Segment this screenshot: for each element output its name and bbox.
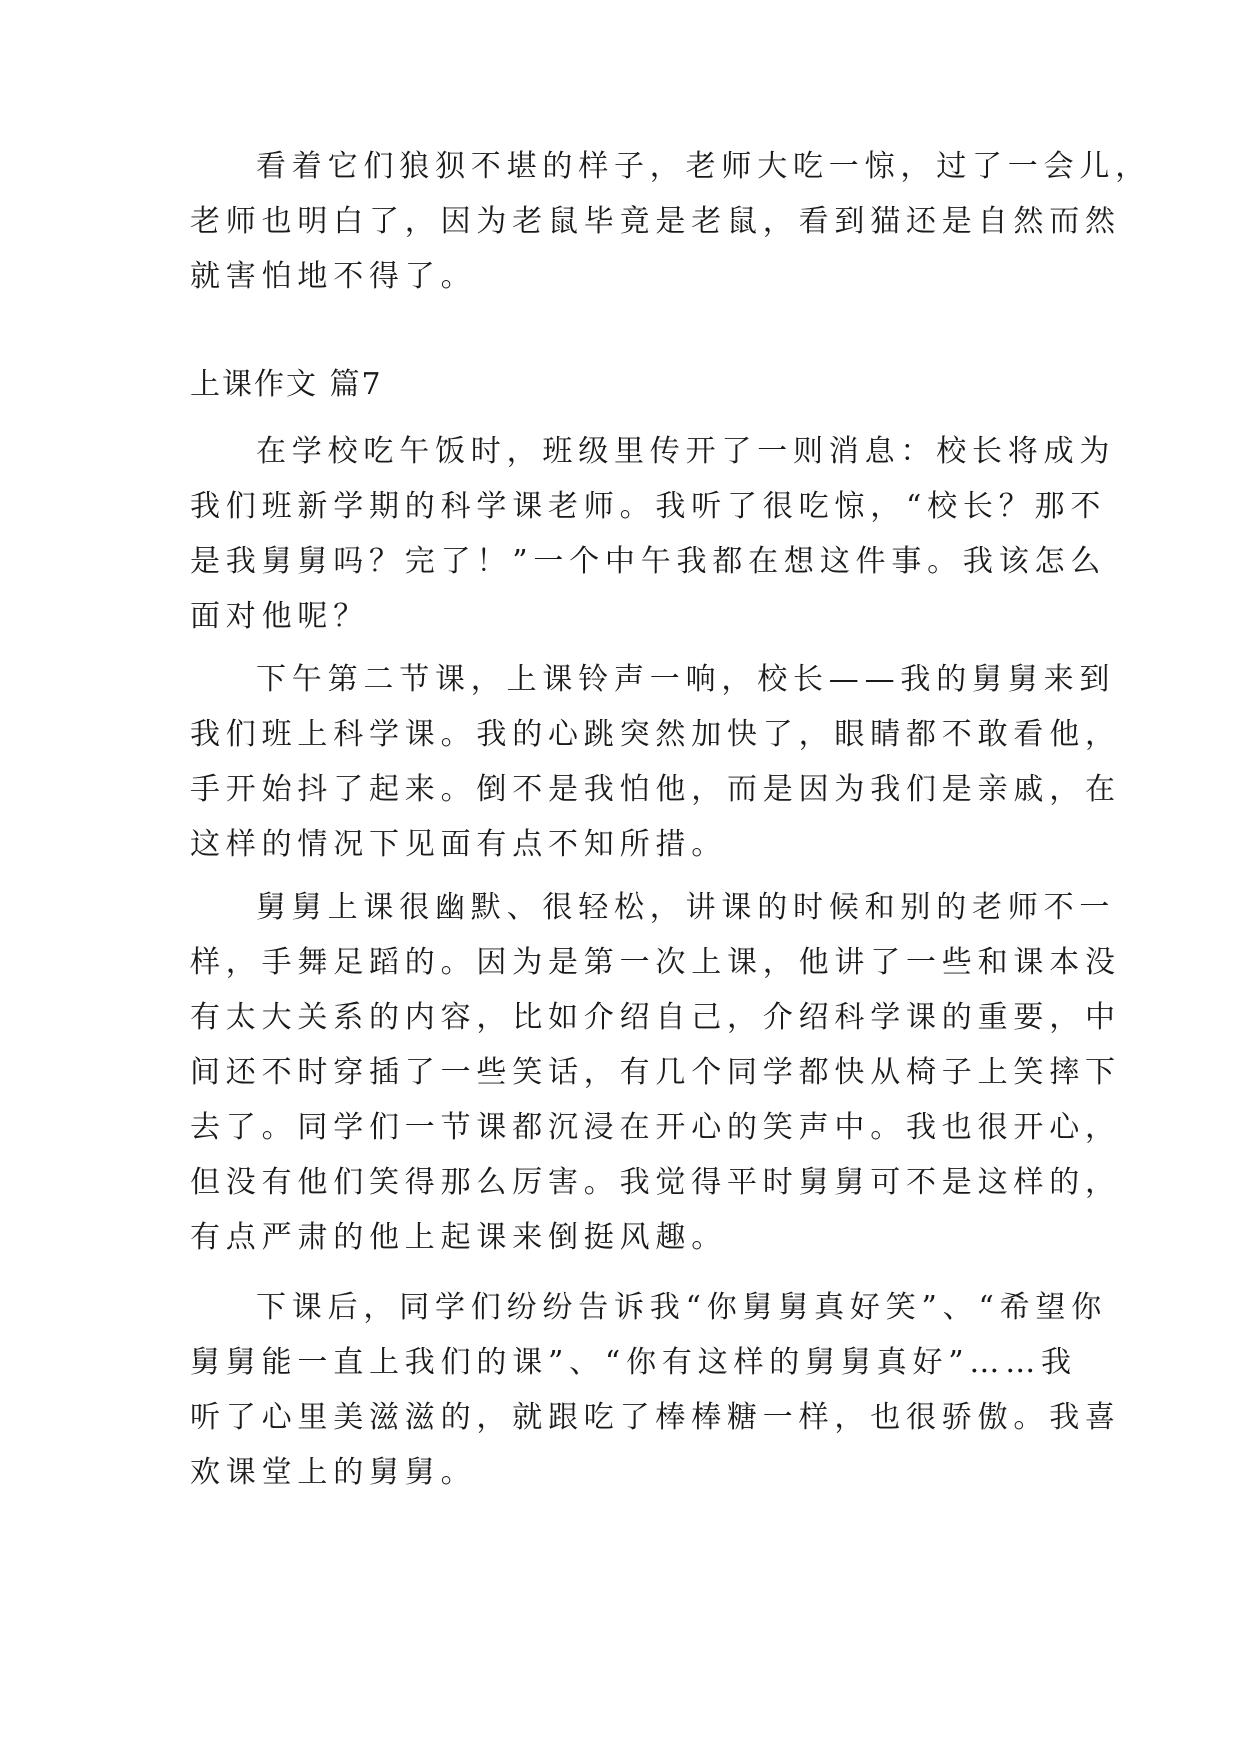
text-line: 舅舅上课很幽默、很轻松，讲课的时候和别的老师不一 bbox=[256, 890, 1116, 925]
text-line: 舅舅能一直上我们的课”、“你有这样的舅舅真好”……我 bbox=[190, 1345, 1077, 1380]
text-line: 样，手舞足蹈的。因为是第一次上课，他讲了一些和课本没 bbox=[190, 945, 1121, 980]
essay-title: 上课作文 篇7 bbox=[190, 367, 383, 402]
text-line: 在学校吃午饭时，班级里传开了一则消息：校长将成为 bbox=[256, 434, 1116, 469]
text-line: 这样的情况下见面有点不知所措。 bbox=[190, 827, 727, 862]
text-line: 就害怕地不得了。 bbox=[190, 259, 477, 294]
text-line: 老师也明白了，因为老鼠毕竟是老鼠，看到猫还是自然而然 bbox=[190, 204, 1121, 239]
text-line: 手开始抖了起来。倒不是我怕他，而是因为我们是亲戚，在 bbox=[190, 772, 1121, 807]
text-line: 但没有他们笑得那么厉害。我觉得平时舅舅可不是这样的， bbox=[190, 1165, 1121, 1200]
text-line: 我们班新学期的科学课老师。我听了很吃惊，“校长？那不 bbox=[190, 489, 1107, 524]
text-line: 下午第二节课，上课铃声一响，校长——我的舅舅来到 bbox=[256, 662, 1116, 697]
text-line: 有点严肃的他上起课来倒挺风趣。 bbox=[190, 1220, 727, 1255]
text-line: 听了心里美滋滋的，就跟吃了棒棒糖一样，也很骄傲。我喜 bbox=[190, 1400, 1121, 1435]
text-line: 下课后，同学们纷纷告诉我“你舅舅真好笑”、“希望你 bbox=[256, 1290, 1108, 1325]
text-line: 间还不时穿插了一些笑话，有几个同学都快从椅子上笑摔下 bbox=[190, 1055, 1121, 1090]
text-line: 是我舅舅吗？完了！”一个中午我都在想这件事。我该怎么 bbox=[190, 544, 1107, 579]
text-line: 去了。同学们一节课都沉浸在开心的笑声中。我也很开心， bbox=[190, 1110, 1121, 1145]
text-line: 我们班上科学课。我的心跳突然加快了，眼睛都不敢看他， bbox=[190, 717, 1121, 752]
text-line: 看着它们狼狈不堪的样子，老师大吃一惊，过了一会儿， bbox=[256, 149, 1151, 184]
text-line: 有太大关系的内容，比如介绍自己，介绍科学课的重要，中 bbox=[190, 1000, 1121, 1035]
text-line: 面对他呢？ bbox=[190, 599, 369, 634]
text-line: 欢课堂上的舅舅。 bbox=[190, 1455, 477, 1490]
